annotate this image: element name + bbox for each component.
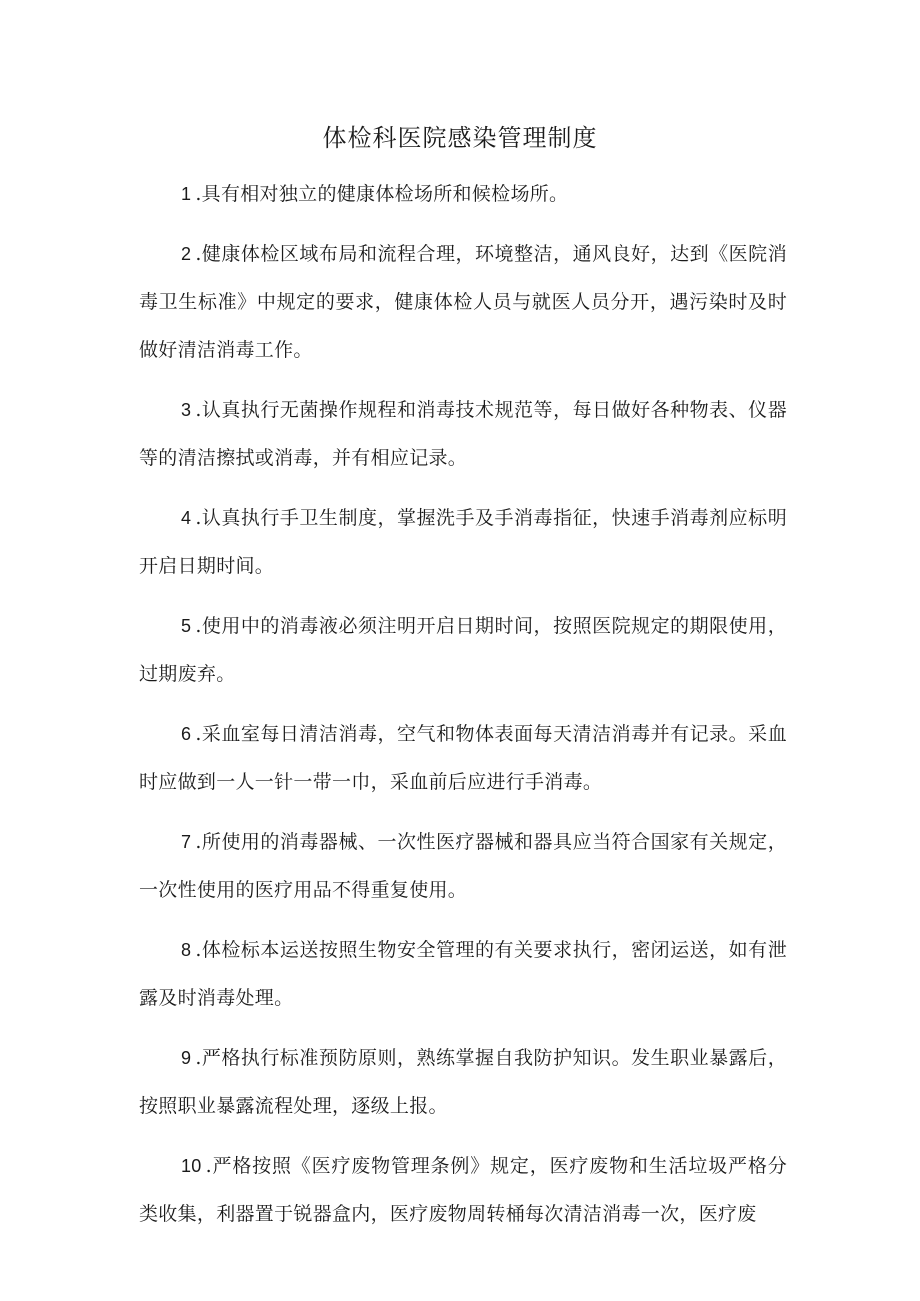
list-item bbox=[139, 926, 787, 1022]
list-item bbox=[139, 494, 787, 590]
document-title: 体检科医院感染管理制度 bbox=[322, 124, 598, 152]
document-body bbox=[139, 170, 787, 1250]
list-item bbox=[139, 230, 787, 374]
list-item bbox=[139, 1034, 787, 1130]
list-item bbox=[139, 386, 787, 482]
item-number: 6 bbox=[181, 724, 192, 744]
item-text: .认真执行手卫生制度，掌握洗手及手消毒指征，快速手消毒剂应标明开启日期时间。 bbox=[139, 507, 787, 577]
item-text: .严格执行标准预防原则，熟练掌握自我防护知识。发生职业暴露后，按照职业暴露流程处理，逐级上报。 bbox=[139, 1047, 787, 1117]
item-number: 9 bbox=[181, 1048, 192, 1068]
item-number: 2 bbox=[181, 244, 192, 264]
item-text: .体检标本运送按照生物安全管理的有关要求执行，密闭运送，如有泄露及时消毒处理。 bbox=[139, 939, 787, 1009]
list-item bbox=[139, 818, 787, 914]
list-item bbox=[139, 170, 787, 218]
item-number: 7 bbox=[181, 832, 192, 852]
list-item bbox=[139, 1142, 787, 1238]
list-item bbox=[139, 602, 787, 698]
item-text: .具有相对独立的健康体检场所和候检场所。 bbox=[195, 183, 569, 205]
item-text: .严格按照《医疗废物管理条例》规定，医疗废物和生活垃圾严格分类收集，利器置于锐器盒内，医疗废物周转桶每次清洁消毒一次，医疗废 bbox=[139, 1155, 787, 1225]
item-text: .采血室每日清洁消毒，空气和物体表面每天清洁消毒并有记录。采血时应做到一人一针一带一巾，采血前后应进行手消毒。 bbox=[139, 723, 787, 793]
item-text: .使用中的消毒液必须注明开启日期时间，按照医院规定的期限使用，过期废弃。 bbox=[139, 615, 787, 685]
item-text: .健康体检区域布局和流程合理，环境整洁，通风良好，达到《医院消毒卫生标准》中规定的要求，健康体检人员与就医人员分开，遇污染时及时做好清洁消毒工作。 bbox=[139, 243, 787, 361]
item-number: 8 bbox=[181, 940, 192, 960]
item-number: 5 bbox=[181, 616, 192, 636]
item-number: 4 bbox=[181, 508, 192, 528]
item-number: 1 bbox=[181, 184, 192, 204]
item-text: .所使用的消毒器械、一次性医疗器械和器具应当符合国家有关规定，一次性使用的医疗用品不得重复使用。 bbox=[139, 831, 787, 901]
item-number: 10 bbox=[181, 1156, 202, 1176]
list-item bbox=[139, 710, 787, 806]
item-number: 3 bbox=[181, 400, 192, 420]
item-text: .认真执行无菌操作规程和消毒技术规范等，每日做好各种物表、仪器等的清洁擦拭或消毒，并有相应记录。 bbox=[139, 399, 787, 469]
